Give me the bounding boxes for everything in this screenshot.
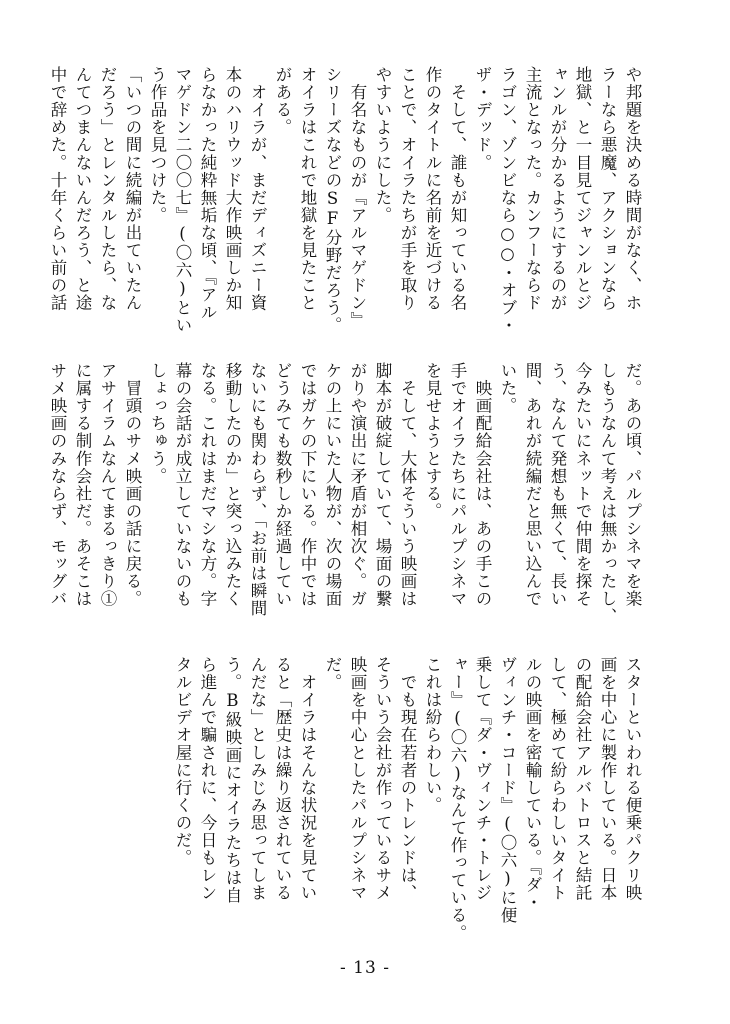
text-column: 間、あれが続編だと思い込んで (523, 362, 542, 608)
text-column: オイラはそんな状況を見てい (298, 656, 317, 902)
text-column: ャー』(〇六)なんて作っている。 (448, 656, 467, 942)
text-column: んだな」としみじみ思ってしま (248, 656, 267, 902)
text-column: 手でオイラたちにパルプシネマ (448, 362, 467, 608)
text-column: を見せようとする。 (423, 362, 442, 520)
text-column: 幕の会話が成立していないのも (173, 362, 192, 608)
text-column: 冒頭のサメ映画の話に戻る。 (123, 362, 142, 608)
text-column: ャンルが分かるようにするのが (548, 66, 567, 312)
text-column: がりや演出に矛盾が相次ぐ。ガ (348, 362, 367, 608)
text-column: ないにも関わらず、「お前は瞬間 (248, 362, 267, 617)
text-column: 脚本が破綻していて、場面の繋 (373, 362, 392, 608)
text-column: しょっちゅう。 (148, 362, 167, 485)
text-column: だろう」とレンタルしたら、な (98, 66, 117, 312)
text-column: サメ映画のみならず、モッグバ (48, 362, 67, 608)
text-column: どうみても数秒しか経過してい (273, 362, 292, 608)
text-column: でも現在若者のトレンドは、 (398, 656, 417, 902)
text-column: 有名なものが『アルマゲドン』 (348, 66, 367, 330)
text-column: ら進んで騙されに、今日もレン (198, 656, 217, 902)
text-column: そういう会社が作っているサメ (373, 656, 392, 902)
text-column: シリーズなどのSF分野だろう。 (323, 66, 342, 335)
text-column: う作品を見つけた。 (148, 66, 167, 224)
text-column: んてつまんないんだろう、と途 (73, 66, 92, 312)
text-column: タルビデオ屋に行くのだ。 (173, 656, 192, 867)
text-column: に属する制作会社だ。あそこは (73, 362, 92, 608)
text-column: 地獄、と一目見てジャンルとジ (573, 66, 592, 312)
text-column: 映画を中心としたパルプシネマ (348, 656, 367, 902)
text-column: 乗して『ダ・ヴィンチ・トレジ (473, 656, 492, 902)
text-column: いた。 (498, 362, 517, 415)
text-column: しもうなんて考えは無かったし、 (598, 362, 617, 626)
text-column: 画を中心に製作している。日本 (598, 656, 617, 902)
text-column: 映画配給会社は、あの手この (473, 362, 492, 608)
text-column: ことで、オイラたちが手を取り (398, 66, 417, 312)
page-number: - 13 - (340, 958, 390, 978)
text-column: 「いつの間に続編が出ていたん (123, 66, 142, 312)
text-column: ラーなら悪魔、アクションなら (598, 66, 617, 312)
text-column: う。B級映画にオイラたちは自 (223, 656, 242, 905)
text-column: だ。 (323, 656, 342, 692)
text-band-bottom (0, 656, 730, 942)
text-band-top (0, 66, 730, 346)
text-column: や邦題を決める時間がなく、ホ (623, 66, 642, 312)
text-column: ラゴン、ゾンビなら○○・オブ・ (498, 66, 517, 335)
text-column: 中で辞めた。十年くらい前の話 (48, 66, 67, 312)
text-column: 主流となった。カンフーならド (523, 66, 542, 312)
text-column: そして、大体そういう映画は (398, 362, 417, 608)
text-column: なる。これはまだマシな方。字 (198, 362, 217, 608)
text-column: そして、誰もが知っている名 (448, 66, 467, 312)
text-column: の配給会社アルバトロスと結託 (573, 656, 592, 902)
text-column: アサイラムなんてまるっきり① (98, 362, 117, 608)
text-column: オイラが、まだディズニー資 (248, 66, 267, 312)
text-column: 本のハリウッド大作映画しか知 (223, 66, 242, 312)
text-column: スターといわれる便乗パクリ映 (623, 656, 642, 902)
text-column: ヴィンチ・コード』(〇六)に便 (498, 656, 517, 925)
text-column: らなかった純粋無垢な頃、『アル (198, 66, 217, 321)
text-column: ケの上にいた人物が、次の場面 (323, 362, 342, 608)
text-band-middle (0, 362, 730, 642)
text-column: マゲドン二〇〇七』(〇六)とい (173, 66, 192, 335)
text-column: ザ・デッド。 (473, 66, 492, 172)
text-column: 今みたいにネットで仲間を探そ (573, 362, 592, 608)
text-column: ではガケの下にいる。作中では (298, 362, 317, 608)
text-column: がある。 (273, 66, 292, 137)
text-column: ると「歴史は繰り返されている (273, 656, 292, 902)
text-column: 作のタイトルに名前を近づける (423, 66, 442, 312)
text-column: 移動したのか」と突っ込みたく (223, 362, 242, 608)
text-column: オイラはこれで地獄を見たこと (298, 66, 317, 312)
text-column: ルの映画を密輸している。『ダ・ (523, 656, 542, 911)
text-column: う、なんて発想も無くて、長い (548, 362, 567, 608)
text-column: だ。あの頃、パルプシネマを楽 (623, 362, 642, 608)
text-column: して、極めて紛らわしいタイト (548, 656, 567, 902)
text-column: これは紛らわしい。 (423, 656, 442, 814)
text-column: やすいようにした。 (373, 66, 392, 224)
